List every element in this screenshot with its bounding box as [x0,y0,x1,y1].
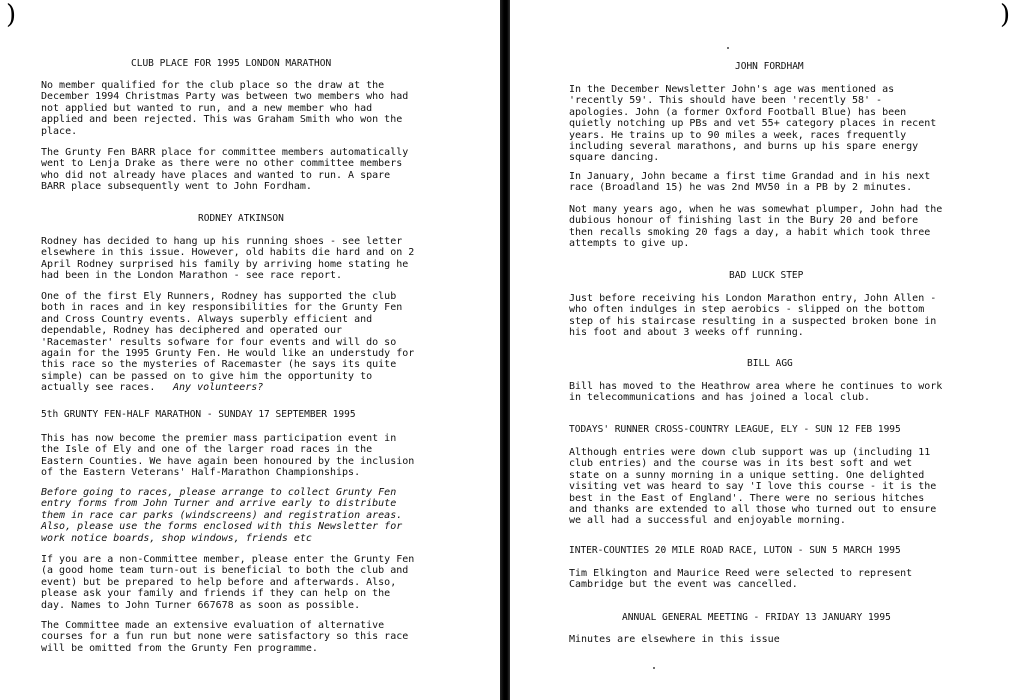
paragraph-emphasis: Any volunteers? [173,382,264,393]
paragraph-italic: Before going to races, please arrange to collect Grunty Fen entry forms from John Turner and arrive early to distribute them in race car parks (windscreens) and registration areas. Also, please use the forms enclosed with this Newsletter for work notice boards, shop windows, friends etc [41,487,403,544]
paragraph: Rodney has decided to hang up his running shoes - see letter elsewhere in this issue. However, old habits die hard and on 2 April Rodney surprised his family by arriving home stating he had been in the London Marathon - see race report. [41,236,415,282]
section-title: BILL AGG [747,358,793,369]
section-title: INTER-COUNTIES 20 MILE ROAD RACE, LUTON - SUN 5 MARCH 1995 [569,545,901,556]
paragraph: In January, John became a first time Grandad and in his next race (Broadland 15) he was 2nd MV50 in a PB by 2 minutes. [569,171,931,194]
section-title: CLUB PLACE FOR 1995 LONDON MARATHON [131,58,332,69]
section-title: BAD LUCK STEP [729,270,804,281]
book-spine [500,0,510,700]
paragraph: Just before receiving his London Marathon entry, John Allen - who often indulges in step aerobics - slipped on the bottom step of his staircase resulting in a suspected broken bone in his foot and about 3 weeks off running. [569,293,937,339]
section-title: 5th GRUNTY FEN-HALF MARATHON - SUNDAY 17 SEPTEMBER 1995 [41,409,356,420]
scan-speck [653,667,655,669]
paragraph: If you are a non-Committee member, please enter the Grunty Fen (a good home team turn-out is beneficial to both the club and event) but be prepared to help before and afterwards. Also, please ask your family and friends if they can help on the day. Names to John Turner 667678 as soon as possible. [41,554,415,611]
paragraph: In the December Newsletter John's age was mentioned as 'recently 59'. This should have been 'recently 58' - apologies. John (a former Oxford Football Blue) has been quietly notching up PBs and vet 55+ category places in recent years. He trains up to 90 miles a week, races frequently including several marathons, and burns up his spare energy square dancing. [569,84,937,164]
section-title: JOHN FORDHAM [735,61,804,72]
paragraph: Although entries were down club support was up (including 11 club entries) and the course was in its best soft and wet state on a sunny morning in a unique setting. One delighted visiting vet was heard to say 'I love this course - it is the best in the East of England'. There were no serious hitches and thanks are extended to all those who turned out to ensure we all had a successful and enjoyable morning. [569,447,937,527]
page-curl-mark: ) [6,0,17,30]
paragraph: Minutes are elsewhere in this issue [569,634,780,645]
page-curl-mark: ) [1000,0,1011,30]
section-title: ANNUAL GENERAL MEETING - FRIDAY 13 JANUARY 1995 [622,612,891,623]
paragraph: One of the first Ely Runners, Rodney has supported the club both in races and in key responsibilities for the Grunty Fen and Cross Country events. Always superbly efficient and dependable, Rodney has deciphered and operated our 'Racemaster' results sofware for four events and will do so again for the 1995 Grunty Fen. He would like an understudy for this race so the mysteries of Racemaster (he says its quite simple) can be passed on to give him the opportunity to actually see races. [41,291,415,394]
scan-speck [727,47,729,49]
section-title: RODNEY ATKINSON [198,213,284,224]
section-title: TODAYS' RUNNER CROSS-COUNTRY LEAGUE, ELY - SUN 12 FEB 1995 [569,424,901,435]
paragraph: No member qualified for the club place so the draw at the December 1994 Christmas Party was between two members who had not applied but wanted to run, and a new member who had applied and been rejected. This was Graham Smith who won the place. [41,80,409,137]
paragraph: The Committee made an extensive evaluation of alternative courses for a fun run but none were satisfactory so this race will be omitted from the Grunty Fen programme. [41,620,409,654]
paragraph: Bill has moved to the Heathrow area where he continues to work in telecommunications and has joined a local club. [569,381,943,404]
paragraph: Not many years ago, when he was somewhat plumper, John had the dubious honour of finishing last in the Bury 20 and before then recalls smoking 20 fags a day, a habit which took three attempts to give up. [569,204,943,250]
paragraph: This has now become the premier mass participation event in the Isle of Ely and one of the larger road races in the Eastern Counties. We have again been honoured by the inclusion of the Eastern Veterans' Half-Marathon Championships. [41,433,415,479]
paragraph: Tim Elkington and Maurice Reed were selected to represent Cambridge but the event was cancelled. [569,568,913,591]
paragraph: The Grunty Fen BARR place for committee members automatically went to Lenja Drake as there were no other committee members who did not already have places and wanted to run. A spare BARR place subsequently went to John Fordham. [41,147,409,193]
